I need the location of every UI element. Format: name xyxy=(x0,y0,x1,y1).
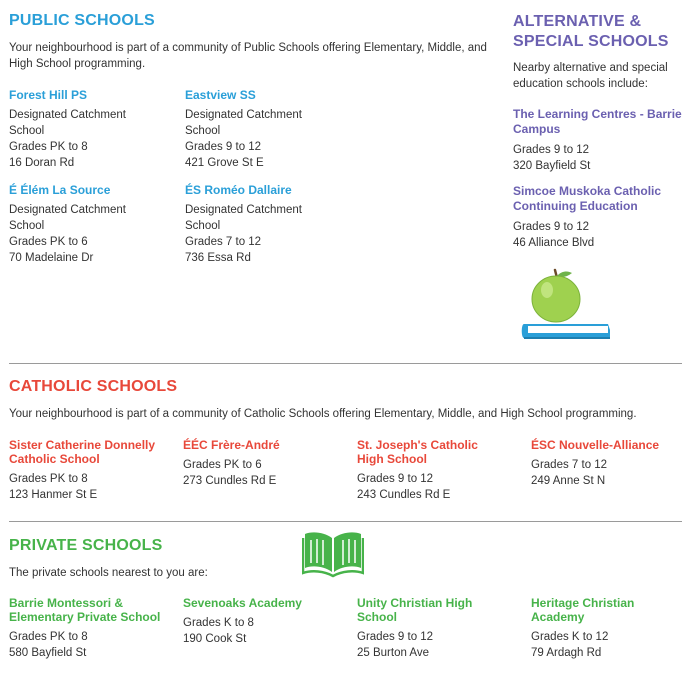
section-divider xyxy=(9,521,682,522)
school-name[interactable]: Simcoe Muskoka Catholic Continuing Education xyxy=(513,184,662,213)
school-catchment: Designated Catchment School xyxy=(185,204,302,232)
catholic-schools-heading: CATHOLIC SCHOOLS xyxy=(9,378,178,395)
school-card xyxy=(185,183,325,266)
school-grades: Grades PK to 6 xyxy=(183,459,262,471)
school-card xyxy=(185,88,325,171)
school-address: 79 Ardagh Rd xyxy=(531,647,602,659)
school-address: 190 Cook St xyxy=(183,633,247,645)
school-card xyxy=(357,438,497,503)
school-catchment: Designated Catchment School xyxy=(9,204,126,232)
school-card xyxy=(9,183,159,266)
school-name[interactable]: ÉS Roméo Dallaire xyxy=(185,183,292,197)
school-card xyxy=(513,184,685,251)
school-address: 273 Cundles Rd E xyxy=(183,475,277,487)
school-card xyxy=(531,438,686,489)
school-card xyxy=(183,438,343,489)
school-grades: Grades 9 to 12 xyxy=(357,473,434,485)
school-address: 123 Hanmer St E xyxy=(9,489,98,501)
school-grades: Grades 9 to 12 xyxy=(185,141,262,153)
school-address: 320 Bayfield St xyxy=(513,160,591,172)
school-grades: Grades PK to 8 xyxy=(9,473,88,485)
school-grades: Grades 9 to 12 xyxy=(357,631,434,643)
school-card xyxy=(9,596,169,661)
school-address: 16 Doran Rd xyxy=(9,157,75,169)
school-card xyxy=(183,596,343,647)
school-address: 25 Burton Ave xyxy=(357,647,430,659)
school-card xyxy=(531,596,681,661)
school-name[interactable]: Forest Hill PS xyxy=(9,88,88,102)
school-name[interactable]: Heritage Christian Academy xyxy=(531,596,635,624)
school-address: 421 Grove St E xyxy=(185,157,264,169)
private-schools-heading: PRIVATE SCHOOLS xyxy=(9,537,163,554)
section-divider xyxy=(9,363,682,364)
school-catchment: Designated Catchment School xyxy=(9,109,126,137)
public-schools-heading: PUBLIC SCHOOLS xyxy=(9,12,155,29)
school-name[interactable]: Sevenoaks Academy xyxy=(183,596,302,610)
private-schools-intro: The private schools nearest to you are: xyxy=(9,567,208,579)
school-card xyxy=(357,596,507,661)
school-catchment: Designated Catchment School xyxy=(185,109,302,137)
school-grades: Grades PK to 8 xyxy=(9,141,88,153)
apple-on-book-icon xyxy=(520,268,615,344)
alternative-schools-intro: Nearby alternative and special education schools include: xyxy=(513,62,668,90)
open-book-icon xyxy=(302,530,364,578)
school-address: 46 Alliance Blvd xyxy=(513,237,595,249)
school-name[interactable]: The Learning Centres - Barrie Campus xyxy=(513,107,682,136)
school-name[interactable]: Sister Catherine Donnelly Catholic School xyxy=(9,438,156,466)
school-name[interactable]: Eastview SS xyxy=(185,88,256,102)
school-address: 249 Anne St N xyxy=(531,475,606,487)
school-name[interactable]: Barrie Montessori & Elementary Private School xyxy=(9,596,161,624)
school-name[interactable]: Unity Christian High School xyxy=(357,596,473,624)
school-grades: Grades K to 12 xyxy=(531,631,609,643)
school-address: 243 Cundles Rd E xyxy=(357,489,451,501)
school-grades: Grades 9 to 12 xyxy=(513,144,590,156)
school-grades: Grades K to 8 xyxy=(183,617,254,629)
school-grades: Grades PK to 8 xyxy=(9,631,88,643)
alternative-schools-heading: ALTERNATIVE & SPECIAL SCHOOLS xyxy=(513,13,669,50)
school-grades: Grades 9 to 12 xyxy=(513,221,590,233)
school-card xyxy=(9,88,159,171)
school-name[interactable]: ÉÉC Frère-André xyxy=(183,438,280,452)
school-address: 736 Essa Rd xyxy=(185,252,251,264)
school-card xyxy=(513,107,685,174)
catholic-schools-intro: Your neighbourhood is part of a community of Catholic Schools offering Elementary, Middle, and High School programming. xyxy=(9,408,637,420)
school-card xyxy=(9,438,169,503)
school-name[interactable]: St. Joseph's Catholic High School xyxy=(357,438,478,466)
school-address: 580 Bayfield St xyxy=(9,647,87,659)
school-address: 70 Madelaine Dr xyxy=(9,252,94,264)
school-grades: Grades PK to 6 xyxy=(9,236,88,248)
school-grades: Grades 7 to 12 xyxy=(531,459,608,471)
school-name[interactable]: ÉSC Nouvelle-Alliance xyxy=(531,438,660,452)
school-name[interactable]: É Élém La Source xyxy=(9,183,111,197)
public-schools-intro: Your neighbourhood is part of a community of Public Schools offering Elementary, Middle, and High School programming. xyxy=(9,42,487,70)
school-grades: Grades 7 to 12 xyxy=(185,236,262,248)
